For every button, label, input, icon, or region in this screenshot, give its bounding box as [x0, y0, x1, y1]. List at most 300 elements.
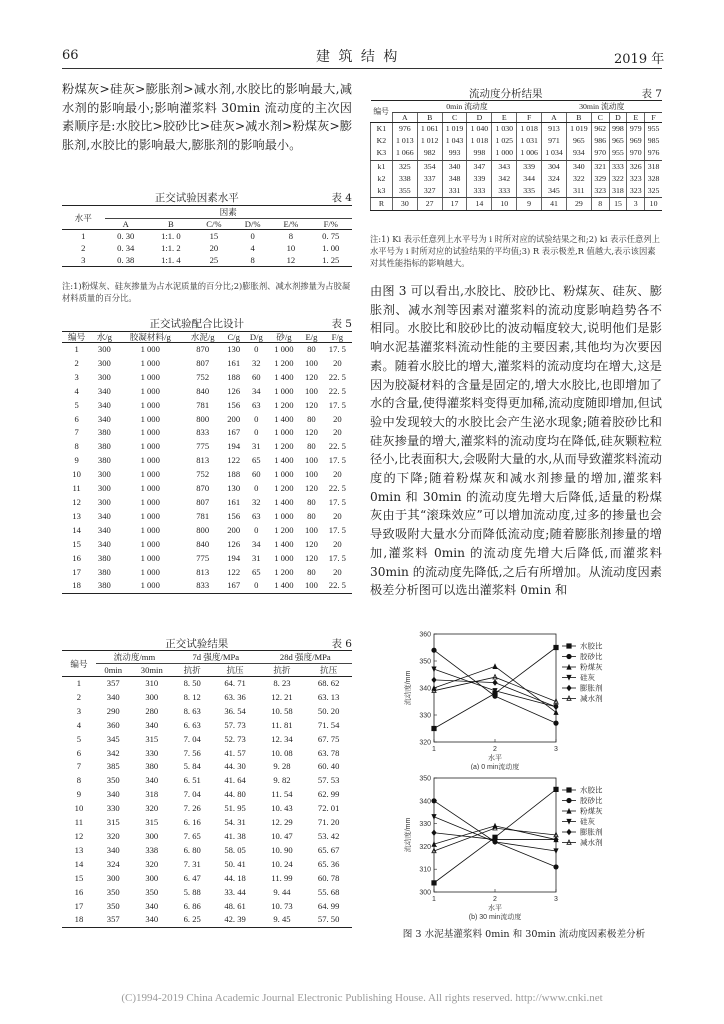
table-cell: 342	[492, 173, 517, 185]
table-cell: 17. 5	[328, 496, 346, 507]
table-cell: 52. 73	[224, 733, 246, 744]
table-cell: 80	[307, 344, 316, 354]
table7-column-header: B	[566, 113, 591, 123]
table-cell: 1 400	[274, 455, 294, 466]
table-cell: 51. 95	[224, 803, 246, 814]
table-cell: 870	[196, 483, 210, 494]
table-cell: k2	[371, 173, 393, 185]
table-cell: 340	[106, 844, 120, 855]
table-cell: 813	[196, 455, 210, 466]
table-cell: 14	[72, 524, 81, 535]
legend-entry: 粉煤灰	[580, 806, 603, 816]
table-cell: 10. 43	[271, 803, 293, 814]
table-cell: 55. 68	[317, 886, 340, 897]
legend-entry: 膨胀剂	[580, 683, 603, 693]
table-cell: 340	[97, 510, 111, 521]
table-cell: 36. 54	[224, 705, 246, 716]
legend-entry: 硅灰	[580, 817, 595, 827]
table7-column-header: E	[492, 113, 517, 123]
table-cell: 775	[196, 552, 210, 563]
table5-row	[62, 399, 352, 413]
table-cell: 12. 29	[271, 817, 293, 828]
table-cell: 338	[145, 844, 159, 855]
table-cell: 310	[145, 678, 159, 688]
table6-id-header: 编号	[62, 651, 96, 677]
table-cell: 1 040	[467, 123, 492, 136]
table7-number: 表 7	[641, 88, 662, 100]
table-cell: 870	[196, 344, 210, 354]
table-cell: 320	[145, 803, 159, 814]
table-cell: 9. 44	[273, 886, 291, 897]
x-axis-label: 水平	[488, 755, 502, 762]
table5-row	[62, 371, 352, 385]
table-cell: 44. 18	[224, 872, 246, 883]
figure-caption: 图 3 水泥基灌浆料 0min 和 30min 流动度因素极差分析	[402, 929, 646, 940]
table5-row	[62, 510, 352, 524]
table6-row	[62, 886, 352, 900]
table-cell: 800	[196, 524, 210, 535]
table6-row	[62, 900, 352, 914]
table5-caption	[62, 316, 352, 331]
table7-row	[371, 185, 663, 198]
table-cell: K2	[371, 135, 393, 147]
data-point	[431, 880, 436, 885]
table-cell: 976	[645, 147, 662, 160]
table-cell: 344	[517, 173, 542, 185]
table5-column-header: F/g	[323, 332, 352, 343]
table-cell: 12	[74, 830, 84, 841]
table7-column-header: D	[467, 113, 492, 123]
data-point	[431, 648, 436, 653]
table5-row	[62, 496, 352, 510]
table-cell: 10. 73	[271, 900, 293, 911]
table-cell: 9. 28	[273, 761, 291, 772]
legend-entry: 粉煤灰	[580, 662, 603, 672]
table-cell: 1 400	[274, 538, 294, 549]
table-cell: 10. 90	[271, 844, 293, 855]
table-cell: 64. 99	[317, 900, 340, 911]
table6-caption	[62, 636, 352, 651]
table6-7d-header: 7d 强度/MPa	[173, 651, 259, 664]
table-cell: 7. 26	[183, 803, 201, 814]
table-cell: 970	[627, 147, 645, 160]
table-cell: 340	[145, 719, 159, 730]
table6-row	[62, 719, 352, 733]
y-tick-label: 360	[419, 631, 431, 639]
table-cell: 12	[272, 254, 309, 267]
table-cell: 60	[252, 469, 261, 480]
y-axis-label: 流动度/mm	[405, 817, 412, 853]
table-cell: 100	[304, 524, 318, 535]
table-cell: 380	[145, 761, 159, 772]
table-cell: 0. 34	[117, 243, 135, 253]
table-cell: 337	[417, 173, 442, 185]
table-cell: 1 200	[274, 399, 294, 410]
table-cell: 1 000	[274, 510, 294, 521]
table-cell: 7	[76, 761, 82, 772]
table-cell: 20	[333, 357, 342, 368]
table-cell: 53. 42	[317, 830, 340, 841]
table-cell: 126	[227, 538, 241, 549]
table-cell: 60	[252, 371, 261, 382]
table-cell: 44. 80	[224, 789, 246, 800]
table-cell: 345	[542, 185, 567, 198]
table-cell: 17. 5	[328, 552, 346, 563]
table6-subheader: 0min	[96, 664, 131, 677]
table-cell: 965	[609, 135, 627, 147]
table-cell: 1 000	[140, 455, 160, 466]
table-cell: k3	[371, 185, 393, 198]
table-cell: 807	[196, 357, 210, 368]
table-cell: 333	[492, 185, 517, 198]
series-line	[434, 817, 556, 851]
table-cell: 10	[645, 198, 662, 211]
table-cell: 65	[252, 455, 261, 466]
table-cell: 1 000	[117, 579, 183, 593]
table-cell: 998	[467, 147, 492, 160]
table5-column-header: 胶凝材料/g	[117, 332, 183, 343]
table-cell: 12. 34	[271, 733, 293, 744]
table-cell: 345	[106, 733, 120, 744]
table-cell: 17	[72, 566, 81, 577]
table-cell: 340	[97, 413, 111, 424]
table-cell: 1:1. 0	[161, 231, 181, 241]
table-cell: 30	[392, 198, 417, 211]
table-cell: 304	[542, 160, 567, 173]
table-cell: 13	[72, 510, 81, 521]
table-cell: 986	[591, 135, 609, 147]
table-cell: 0	[254, 344, 259, 354]
table5-row	[62, 440, 352, 454]
table-cell: 330	[106, 803, 120, 814]
table-cell: 300	[145, 691, 159, 702]
table-cell: 8	[74, 441, 79, 452]
table-cell: 1 000	[274, 344, 294, 354]
table-cell: 1 030	[492, 123, 517, 136]
table-cell: 6. 16	[183, 817, 201, 828]
table-cell: 318	[645, 160, 662, 173]
table-cell: 300	[145, 830, 159, 841]
table-cell: 41	[542, 198, 567, 211]
table-cell: 1 000	[140, 371, 160, 382]
table-cell: 324	[542, 173, 567, 185]
table-cell: 813	[196, 566, 210, 577]
table-cell: 781	[196, 399, 210, 410]
table-cell: 71. 54	[317, 719, 340, 730]
table6-subheader: 抗折	[259, 664, 306, 677]
table4-column-header: B	[147, 219, 195, 230]
table-cell: 18	[62, 579, 91, 593]
table-cell: 12	[72, 496, 81, 507]
table-cell: 57. 50	[305, 913, 352, 927]
table-cell: 322	[566, 173, 591, 185]
table-cell: 323	[627, 173, 645, 185]
table-cell: 333	[609, 160, 627, 173]
table-cell: 1 000	[140, 357, 160, 368]
table-cell: 335	[517, 185, 542, 198]
table-cell: 775	[196, 441, 210, 452]
table6-title: 正交试验结果	[165, 638, 229, 650]
table4-note: 注:1)粉煤灰、硅灰掺量为占水泥质量的百分比;2)膨胀剂、减水剂掺量为占胶凝材料质量的百分比。	[62, 281, 351, 303]
table-cell: 7. 04	[183, 789, 201, 800]
table-cell: 1 018	[517, 123, 542, 136]
table-cell: 6	[76, 747, 82, 758]
table-cell: 20	[333, 538, 342, 549]
table6-subheader: 抗折	[173, 664, 212, 677]
legend-entry: 减水剂	[580, 694, 603, 704]
table-cell: 970	[591, 147, 609, 160]
table-cell: 15	[609, 198, 627, 211]
table-cell: 328	[645, 173, 662, 185]
table7-title: 流动度分析结果	[468, 88, 543, 100]
table-cell: 15	[209, 231, 219, 241]
table6-row	[62, 788, 352, 802]
table-cell: 11. 99	[271, 872, 293, 883]
table-cell: 833	[183, 579, 222, 593]
table-cell: 57. 73	[224, 719, 246, 730]
table5-title: 正交试验配合比设计	[149, 318, 244, 330]
legend-marker	[566, 654, 571, 659]
table-cell: 300	[97, 469, 111, 480]
table-cell: 20	[209, 243, 219, 253]
legend-entry: 膨胀剂	[580, 827, 603, 837]
data-point	[431, 798, 436, 803]
x-axis-label: 水平	[488, 905, 502, 912]
legend-marker	[566, 685, 571, 691]
legend-entry: 减水剂	[580, 838, 603, 848]
data-point	[431, 726, 436, 731]
table-cell: 1 000	[140, 385, 160, 396]
table-cell: 14	[467, 198, 492, 211]
table-cell: 360	[106, 719, 120, 730]
table4-column-header: D/%	[233, 219, 272, 230]
table7-column-header: D	[609, 113, 627, 123]
table-cell: 2	[81, 243, 86, 253]
table-cell: 1 200	[274, 566, 294, 577]
table4-factor-header: 因素	[105, 206, 353, 219]
table-cell: 979	[627, 123, 645, 136]
table7-row	[371, 173, 663, 185]
table-cell: 3	[76, 705, 82, 716]
table-cell: 1 025	[492, 135, 517, 147]
table-cell: 0	[254, 427, 259, 438]
table-cell: 1 400	[274, 371, 294, 382]
table-cell: 10. 47	[271, 830, 293, 841]
table-cell: 325	[645, 185, 662, 198]
table-cell: 969	[627, 135, 645, 147]
table5-column-header: 水泥/g	[183, 332, 222, 343]
table-cell: 913	[542, 123, 567, 136]
table-cell: 6. 51	[183, 775, 201, 786]
copyright-footer: (C)1994-2019 China Academic Journal Electronic Publishing House. All rights reserved. http://www.cnki.net	[121, 992, 603, 1004]
table-cell: 380	[97, 566, 111, 577]
table-cell: 350	[106, 775, 120, 786]
table-cell: 315	[106, 817, 120, 828]
table-cell: 63. 78	[317, 747, 340, 758]
table-cell: 27	[417, 198, 442, 211]
table-cell: 41. 38	[224, 830, 246, 841]
table7-column-header: E	[627, 113, 645, 123]
table-cell: 63. 36	[224, 691, 246, 702]
table5-column-header: C/g	[222, 332, 245, 343]
table-cell: 194	[227, 441, 241, 452]
table-cell: 1 200	[274, 441, 294, 452]
table-cell: K3	[371, 147, 393, 160]
right-paragraph	[370, 282, 662, 600]
data-point	[553, 645, 558, 650]
table-cell: 340	[145, 775, 159, 786]
y-tick-label: 330	[419, 821, 431, 829]
table-cell: 13	[74, 844, 84, 855]
table-cell: 60. 40	[317, 761, 340, 772]
table6-row	[62, 816, 352, 830]
table-cell: 0	[245, 579, 268, 593]
table-cell: 752	[196, 469, 210, 480]
table-cell: 11. 81	[271, 719, 293, 730]
table-cell: 320	[106, 830, 120, 841]
table-cell: 1. 25	[309, 254, 352, 267]
table6-number: 表 6	[331, 638, 352, 650]
table-cell: 300	[97, 344, 111, 354]
table-cell: 120	[304, 552, 318, 563]
table7-column-header: A	[392, 113, 417, 123]
table-cell: 11. 54	[271, 789, 293, 800]
table-cell: R	[371, 198, 393, 211]
left-paragraph	[62, 80, 352, 155]
table7-column-header: B	[417, 113, 442, 123]
table-cell: 9	[76, 789, 82, 800]
x-tick-label: 2	[493, 896, 497, 903]
table-cell: 9	[74, 455, 79, 466]
y-tick-label: 330	[419, 712, 431, 720]
table5-column-header: 砂/g	[268, 332, 300, 343]
table-cell: 1 200	[274, 357, 294, 368]
table-cell: 63	[252, 399, 261, 410]
table-cell: 11	[72, 483, 81, 494]
table5-row	[62, 413, 352, 427]
table-cell: 380	[97, 427, 111, 438]
chart-title: (b) 30 min流动度	[468, 914, 522, 921]
table-cell: 840	[196, 538, 210, 549]
table-cell: 6. 63	[183, 719, 201, 730]
table-cell: 993	[442, 147, 467, 160]
table5-row	[62, 552, 352, 566]
table5-row	[62, 343, 352, 357]
table-cell: 1 000	[274, 469, 294, 480]
table-cell: 100	[300, 579, 323, 593]
data-point	[492, 679, 497, 685]
legend-entry: 硅灰	[580, 673, 595, 683]
table-cell: 3	[74, 371, 79, 382]
x-tick-label: 1	[432, 746, 436, 753]
table-cell: 340	[145, 900, 159, 911]
table-cell: 1 000	[140, 566, 160, 577]
table-cell: 22. 5	[328, 371, 346, 382]
legend-marker	[566, 643, 571, 648]
left-paragraph-text: 粉煤灰>硅灰>膨胀剂>减水剂,水胶比的影响最大,减水剂的影响最小;影响灌浆料 30min 流动度的主次因素顺序是:水胶比>胶砂比>硅灰>减水剂>粉煤灰>膨胀剂,水胶比的影响最大,膨胀剂的影响最小。	[62, 82, 352, 153]
table4-column-header: E/%	[272, 219, 309, 230]
table-cell: 1 066	[392, 147, 417, 160]
table-cell: 355	[392, 185, 417, 198]
table-cell: 10	[492, 198, 517, 211]
table-cell: 188	[227, 371, 241, 382]
table-cell: 1 013	[392, 135, 417, 147]
data-point	[492, 694, 497, 699]
table-cell: 7	[74, 427, 79, 438]
table-cell: 1 000	[140, 510, 160, 521]
table-cell: 320	[145, 858, 159, 869]
table-cell: 8	[591, 198, 609, 211]
table-cell: 44. 30	[224, 761, 246, 772]
table-cell: 1 061	[417, 123, 442, 136]
table-cell: 200	[227, 413, 241, 424]
table6-row	[62, 733, 352, 747]
table-cell: 20	[333, 566, 342, 577]
table-cell: 161	[227, 496, 241, 507]
table4-title: 正交试验因素水平	[154, 192, 239, 204]
table-cell: 15	[72, 538, 81, 549]
chart-30min-flow	[400, 772, 650, 922]
table5-row	[62, 454, 352, 468]
table-cell: 976	[392, 123, 417, 136]
table-cell: 0	[254, 524, 259, 535]
y-tick-label: 340	[419, 685, 431, 693]
table7-30min-header: 30min 流动度	[542, 101, 662, 113]
table-cell: 3	[627, 198, 645, 211]
table-cell: 33. 44	[224, 886, 246, 897]
table7-column-header: F	[517, 113, 542, 123]
table7-id-header: 编号	[371, 101, 393, 123]
table6-row	[62, 858, 352, 872]
table-cell: 12. 21	[271, 691, 293, 702]
table-cell: 1 006	[517, 147, 542, 160]
table7-column-header: C	[591, 113, 609, 123]
table7-note: 注:1) Ki 表示任意列上水平号为 i 时所对应的试验结果之和;2) ki 表示任意列上水平号为 i 时所对应的试验结果的平均值;3) R 表示极差,R 值越大,表示该因素对其性能指标的影响越大。	[370, 234, 660, 268]
table-cell: 8	[76, 775, 82, 786]
table-cell: 1 000	[140, 524, 160, 535]
table-cell: 80	[307, 510, 316, 521]
data-point	[431, 814, 436, 820]
table6-row	[62, 872, 352, 886]
x-tick-label: 2	[493, 746, 497, 753]
table-cell: 325	[392, 160, 417, 173]
table7-row	[371, 198, 663, 211]
table-cell: 194	[227, 552, 241, 563]
table7-column-header: A	[542, 113, 567, 123]
table-cell: 200	[227, 524, 241, 535]
table-cell: 10	[74, 803, 84, 814]
table-cell: 323	[591, 185, 609, 198]
table-cell: 8	[233, 254, 272, 267]
table-cell: 58. 05	[224, 844, 246, 855]
table4-row	[62, 254, 352, 267]
x-tick-label: 3	[554, 896, 558, 903]
table4-level-header: 水平	[62, 206, 105, 230]
legend-entry: 胶砂比	[580, 652, 603, 662]
table5-row	[62, 482, 352, 496]
table-cell: 6. 25	[173, 913, 212, 927]
table-cell: 10	[286, 243, 296, 253]
table-cell: 120	[304, 538, 318, 549]
table-cell: 1 000	[140, 538, 160, 549]
data-point	[553, 721, 558, 726]
table-cell: 280	[145, 705, 159, 716]
table-cell: 34	[252, 385, 261, 396]
table-cell: 167	[222, 579, 245, 593]
table-cell: 22. 5	[323, 579, 352, 593]
table5-row	[62, 357, 352, 371]
table-cell: 340	[97, 399, 111, 410]
